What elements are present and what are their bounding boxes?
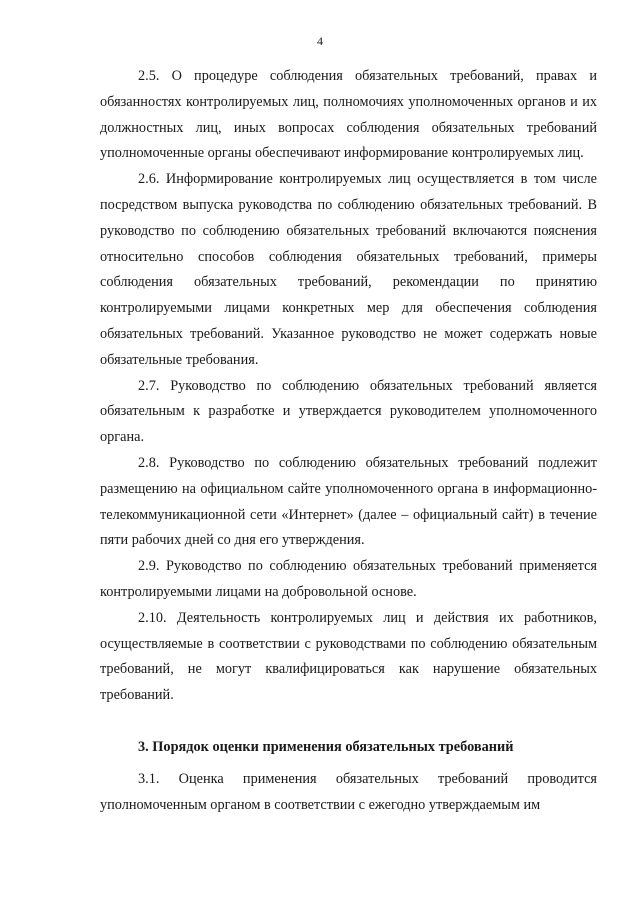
document-body — [100, 64, 597, 818]
paragraph-2-10: 2.10. Деятельность контролируемых лиц и действия их работников, осуществляемые в соответствии с руководствами по соблюдению обязательным требований, не могут квалифицироваться как нарушение обязательных требований. — [100, 609, 597, 704]
paragraph-2-5: 2.5. О процедуре соблюдения обязательных требований, правах и обязанностях контролируемых лиц, полномочиях уполномоченных органов и их должностных лиц, иных вопросах соблюдения обязательных требований уполномоченные органы обеспечивают информирование контролируемых лиц. — [100, 68, 597, 162]
paragraph-3-1: 3.1. Оценка применения обязательных требований проводится уполномоченным органом в соответствии с ежегодно утверждаемым им — [100, 770, 597, 813]
paragraph-2-9: 2.9. Руководство по соблюдению обязательных требований применяется контролируемыми лицами на добровольной основе. — [100, 558, 597, 600]
page-number: 4 — [317, 34, 323, 48]
paragraph-2-7: 2.7. Руководство по соблюдению обязательных требований является обязательным к разработке и утверждается руководителем уполномоченного органа. — [100, 377, 597, 446]
section-heading: 3. Порядок оценки применения обязательных требований — [138, 738, 514, 755]
paragraph-2-6: 2.6. Информирование контролируемых лиц осуществляется в том числе посредством выпуска руководства по соблюдению обязательных требований. В руководство по соблюдению обязательных требований включаются пояснения относительно способов соблюдения обязательных требований, примеры соблюдения обязательных требований, рекомендации по принятию контролируемыми лицами конкретных мер для обеспечения соблюдения обязательных требований. Указанное руководство не может содержать новые обязательные требования. — [100, 171, 597, 368]
paragraph-2-8: 2.8. Руководство по соблюдению обязательных требований подлежит размещению на официальном сайте уполномоченного органа в информационно-телекоммуникационной сети «Интернет» (далее – официальный сайт) в течение пяти рабочих дней со дня его утверждения. — [100, 454, 597, 549]
